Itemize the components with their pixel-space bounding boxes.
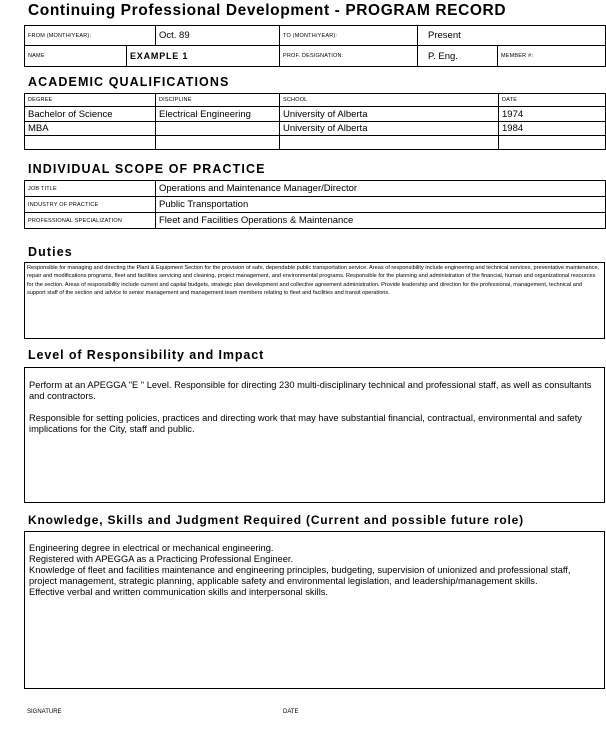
prof-designation-label: PROF. DESIGNATION: (280, 46, 418, 67)
name-table (24, 45, 606, 67)
responsibility-heading: Level of Responsibility and Impact (28, 348, 265, 362)
school-cell[interactable] (280, 136, 499, 150)
specialization-value[interactable]: Fleet and Facilities Operations & Maintenance (156, 213, 606, 229)
member-label[interactable]: MEMBER #: (498, 46, 606, 67)
scope-heading: INDIVIDUAL SCOPE OF PRACTICE (28, 162, 266, 176)
date-label: DATE (283, 709, 299, 715)
job-title-label: JOB TITLE (25, 181, 156, 197)
responsibility-para-1: Perform at an APEGGA "E " Level. Responsible for directing 230 multi-disciplinary technical and professional staff, as well as consultants and contractors. (29, 380, 592, 401)
scope-table (24, 180, 606, 229)
to-value[interactable]: Present (418, 26, 606, 46)
degree-cell[interactable] (25, 136, 156, 150)
duties-box[interactable] (24, 262, 605, 339)
from-label: FROM (MONTH/YEAR): (25, 26, 156, 46)
date-cell[interactable]: 1984 (499, 122, 606, 136)
name-value[interactable]: EXAMPLE 1 (127, 46, 280, 67)
table-row (25, 136, 606, 150)
col-discipline: DISCIPLINE (156, 94, 280, 107)
degree-cell[interactable]: Bachelor of Science (25, 107, 156, 122)
col-date: DATE (499, 94, 606, 107)
header-table (24, 25, 606, 46)
col-degree: DEGREE (25, 94, 156, 107)
school-cell[interactable]: University of Alberta (280, 122, 499, 136)
knowledge-line-4: Effective verbal and written communication skills and interpersonal skills. (29, 587, 329, 597)
knowledge-line-1: Engineering degree in electrical or mechanical engineering. (29, 543, 274, 553)
academic-heading: ACADEMIC QUALIFICATIONS (28, 75, 230, 89)
page-title: Continuing Professional Development - PROGRAM RECORD (28, 2, 507, 19)
signature-label: SIGNATURE (27, 709, 62, 715)
knowledge-box[interactable] (24, 531, 605, 689)
industry-value[interactable]: Public Transportation (156, 197, 606, 213)
school-cell[interactable]: University of Alberta (280, 107, 499, 122)
discipline-cell[interactable] (156, 122, 280, 136)
degree-cell[interactable]: MBA (25, 122, 156, 136)
from-value[interactable]: Oct. 89 (156, 26, 280, 46)
discipline-cell[interactable]: Electrical Engineering (156, 107, 280, 122)
prof-designation-value[interactable]: P. Eng. (418, 46, 498, 67)
duties-heading: Duties (28, 245, 73, 259)
date-cell[interactable]: 1974 (499, 107, 606, 122)
responsibility-para-2: Responsible for setting policies, practices and directing work that may have substantial financial, contractual, environmental and safety implications for the City, staff and public. (29, 413, 582, 434)
duties-text: Responsible for managing and directing the Plant & Equipment Section for the provision of safe, dependable public transportation service. Areas of responsibility include engineering and technical services, preventative maintenance, repair and modifications programs, fleet and facilities servicing and cleaning, project management, and environmental programs. Responsible for the planning and administration of the financial, human and organizational resources for the section. Areas of responsibility include current and capital budgets, strategic plan development and collective agreement administration. Provide leadership and direction for the professional, management, technical and support staff of the section and advice to senior management and management team members relating to fleet and facilities and transit operations. (27, 265, 600, 296)
date-cell[interactable] (499, 136, 606, 150)
name-label: NAME (25, 46, 127, 67)
discipline-cell[interactable] (156, 136, 280, 150)
specialization-label: PROFESSIONAL SPECIALIZATION (25, 213, 156, 229)
job-title-value[interactable]: Operations and Maintenance Manager/Director (156, 181, 606, 197)
knowledge-heading: Knowledge, Skills and Judgment Required (Current and possible future role) (28, 513, 524, 527)
to-label: TO (MONTH/YEAR): (280, 26, 418, 46)
academic-table (24, 93, 606, 150)
col-school: SCHOOL (280, 94, 499, 107)
industry-label: INDUSTRY OF PRACTICE (25, 197, 156, 213)
knowledge-line-2: Registered with APEGGA as a Practicing Professional Engineer. (29, 554, 294, 564)
table-row (25, 107, 606, 122)
knowledge-line-3: Knowledge of fleet and facilities maintenance and engineering principles, budgeting, supervision of unionized and professional staff, project management, strategic planning, applicable safety and environmental legislation, and leadership/management skills. (29, 565, 571, 586)
table-row (25, 122, 606, 136)
responsibility-box[interactable] (24, 367, 605, 503)
